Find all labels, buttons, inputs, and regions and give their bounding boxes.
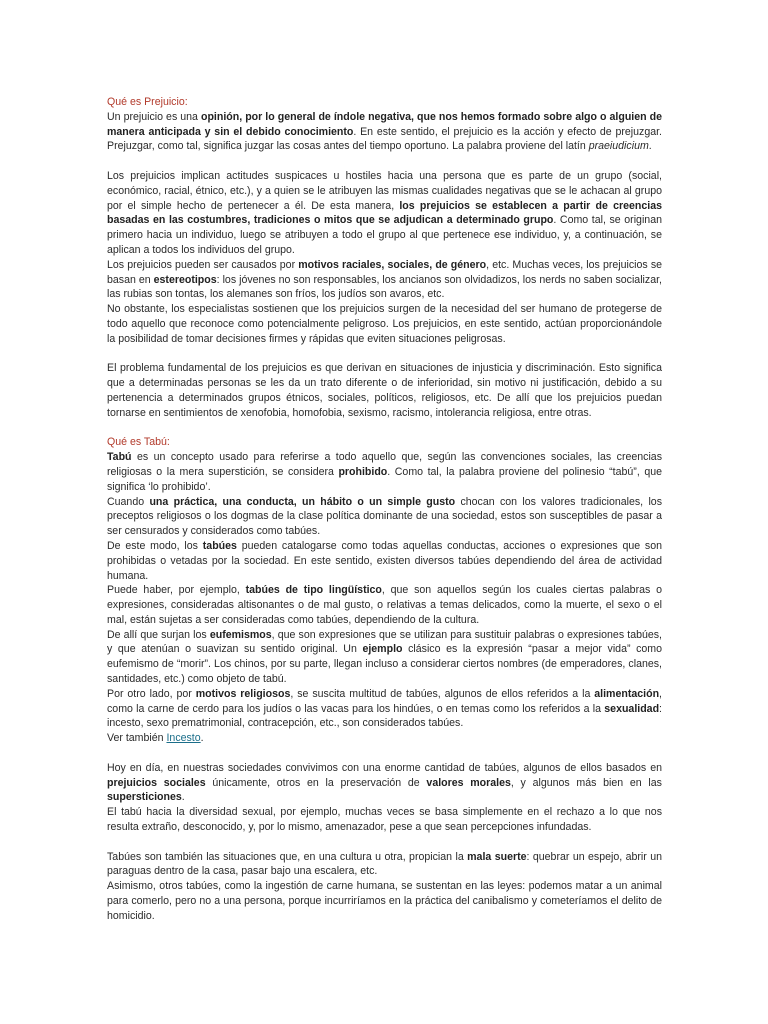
paragraph-tabu-diversity: El tabú hacia la diversidad sexual, por ejemplo, muchas veces se basa simplemente en el rechazo a lo que nos resulta extraño, desconocido, y, por lo mismo, amenazador, pese a que sean percepciones infundadas.	[107, 806, 662, 834]
paragraph-prejuicio-attitudes: Los prejuicios implican actitudes suspicaces u hostiles hacia una persona que es parte de un grupo (social, económico, racial, étnico, etc.), y a quien se le atribuyen las mismas cualidades negativas que se le achacan al grupo por el simple hecho de pertenecer a él. De esta manera, los prejuicios se establecen a partir de creencias basadas en las costumbres, tradiciones o mitos que se adjudican a determinado grupo. Como tal, se originan primero hacia un individuo, luego se atribuyen a todo el grupo al que pertenece ese individuo, y, a continuación, se aplican a todos los individuos del grupo.	[107, 169, 662, 256]
paragraph-prejuicio-problem: El problema fundamental de los prejuicios es que derivan en situaciones de injusticia y discriminación. Esto significa que a determinadas personas se les da un trato diferente o de inferioridad, sin motivo ni justificación, debido a su pertenencia a determinados grupos étnicos, sociales, políticos, religiosos, etc. De allí que los prejuicios puedan tornarse en sentimientos de xenofobia, homofobia, sexismo, racismo, intolerancia religiosa, entre otras.	[107, 362, 662, 419]
paragraph-tabu-definition: Tabú es un concepto usado para referirse a todo aquello que, según las convenciones sociales, las creencias religiosas o la mera superstición, se considera prohibido. Como tal, la palabra proviene del polinesio “tabú”, que significa ‘lo prohibido’.	[107, 451, 662, 493]
document-body	[107, 95, 662, 924]
paragraph-tabu-bad-luck: Tabúes son también las situaciones que, en una cultura u otra, propician la mala suerte: quebrar un espejo, abrir un paraguas dentro de la casa, pasar bajo una escalera, etc.	[107, 850, 662, 878]
paragraph-tabu-practices: Cuando una práctica, una conducta, un hábito o un simple gusto chocan con los valores tradicionales, los preceptos religiosos o los dogmas de la clase política dominante de una sociedad, estos son susceptibles de pasar a ser censurados y considerados como tabúes.	[107, 495, 662, 538]
heading-prejuicio: Qué es Prejuicio:	[107, 96, 188, 108]
paragraph-tabu-laws: Asimismo, otros tabúes, como la ingestión de carne humana, se sustentan en las leyes: podemos matar a un animal para comerlo, pero no a una persona, porque incurriríamos en la práctica del canibalismo y cometeríamos el delito de homicidio.	[107, 880, 662, 922]
paragraph-prejuicio-definition: Un prejuicio es una opinión, por lo general de índole negativa, que nos hemos formado sobre algo o alguien de manera anticipada y sin el debido conocimiento. En este sentido, el prejuicio es la acción y efecto de prejuzgar. Prejuzgar, como tal, significa juzgar las cosas antes del tiempo oportuno. La palabra proviene del latín praeiudicium.	[107, 110, 662, 153]
paragraph-prejuicio-protection: No obstante, los especialistas sostienen que los prejuicios surgen de la necesidad del ser humano de protegerse de todo aquello que reconoce como potencialmente peligroso. Los prejuicios, en este sentido, actúan proporcionándole la posibilidad de tomar decisiones firmes y rápidas que eviten situaciones peligrosas.	[107, 303, 662, 345]
paragraph-see-also: Ver también Incesto.	[107, 732, 204, 745]
paragraph-tabu-linguistic: Puede haber, por ejemplo, tabúes de tipo lingüístico, que son aquellos según los cuales ciertas palabras o expresiones, consideradas altisonantes o de mal gusto, o relativas a temas delicados, como la muerte, el sexo o el mal, están sujetas a ser consideradas como tabúes, dependiendo de la cultura.	[107, 584, 662, 626]
heading-tabu: Qué es Tabú:	[107, 436, 170, 449]
incesto-link[interactable]: Incesto	[166, 732, 201, 745]
paragraph-tabu-today: Hoy en día, en nuestras sociedades convivimos con una enorme cantidad de tabúes, algunos de ellos basados en prejuicios sociales únicamente, otros en la preservación de valores morales, y algunos más bien en las supersticiones.	[107, 761, 662, 804]
paragraph-tabu-religious: Por otro lado, por motivos religiosos, se suscita multitud de tabúes, algunos de ellos referidos a la alimentación, como la carne de cerdo para los judíos o las vacas para los hindúes, o en temas como los referidos a la sexualidad: incesto, sexo prematrimonial, contracepción, etc., son considerados tabúes.	[107, 687, 662, 730]
paragraph-tabu-euphemisms: De allí que surjan los eufemismos, que son expresiones que se utilizan para sustituir palabras o expresiones tabúes, y que atenúan o suavizan su sentido original. Un ejemplo clásico es la expresión “pasar a mejor vida” como eufemismo de “morir”. Los chinos, por su parte, llegan incluso a considerar ciertos nombres (de emperadores, clanes, santidades, etc.) como objeto de tabú.	[107, 628, 663, 686]
paragraph-tabu-conducts: De este modo, los tabúes pueden catalogarse como todas aquellas conductas, acciones o expresiones que son prohibidas o vetadas por la sociedad. En este sentido, existen diversos tabúes dependiendo del área de actividad humana.	[107, 539, 662, 582]
paragraph-prejuicio-causes: Los prejuicios pueden ser causados por motivos raciales, sociales, de género, etc. Muchas veces, los prejuicios se basan en estereotipos: los jóvenes no son responsables, los ancianos son olvidadizos, los nerds no saben socializar, las rubias son tontas, los alemanes son fríos, los judíos son avaros, etc.	[107, 258, 663, 301]
